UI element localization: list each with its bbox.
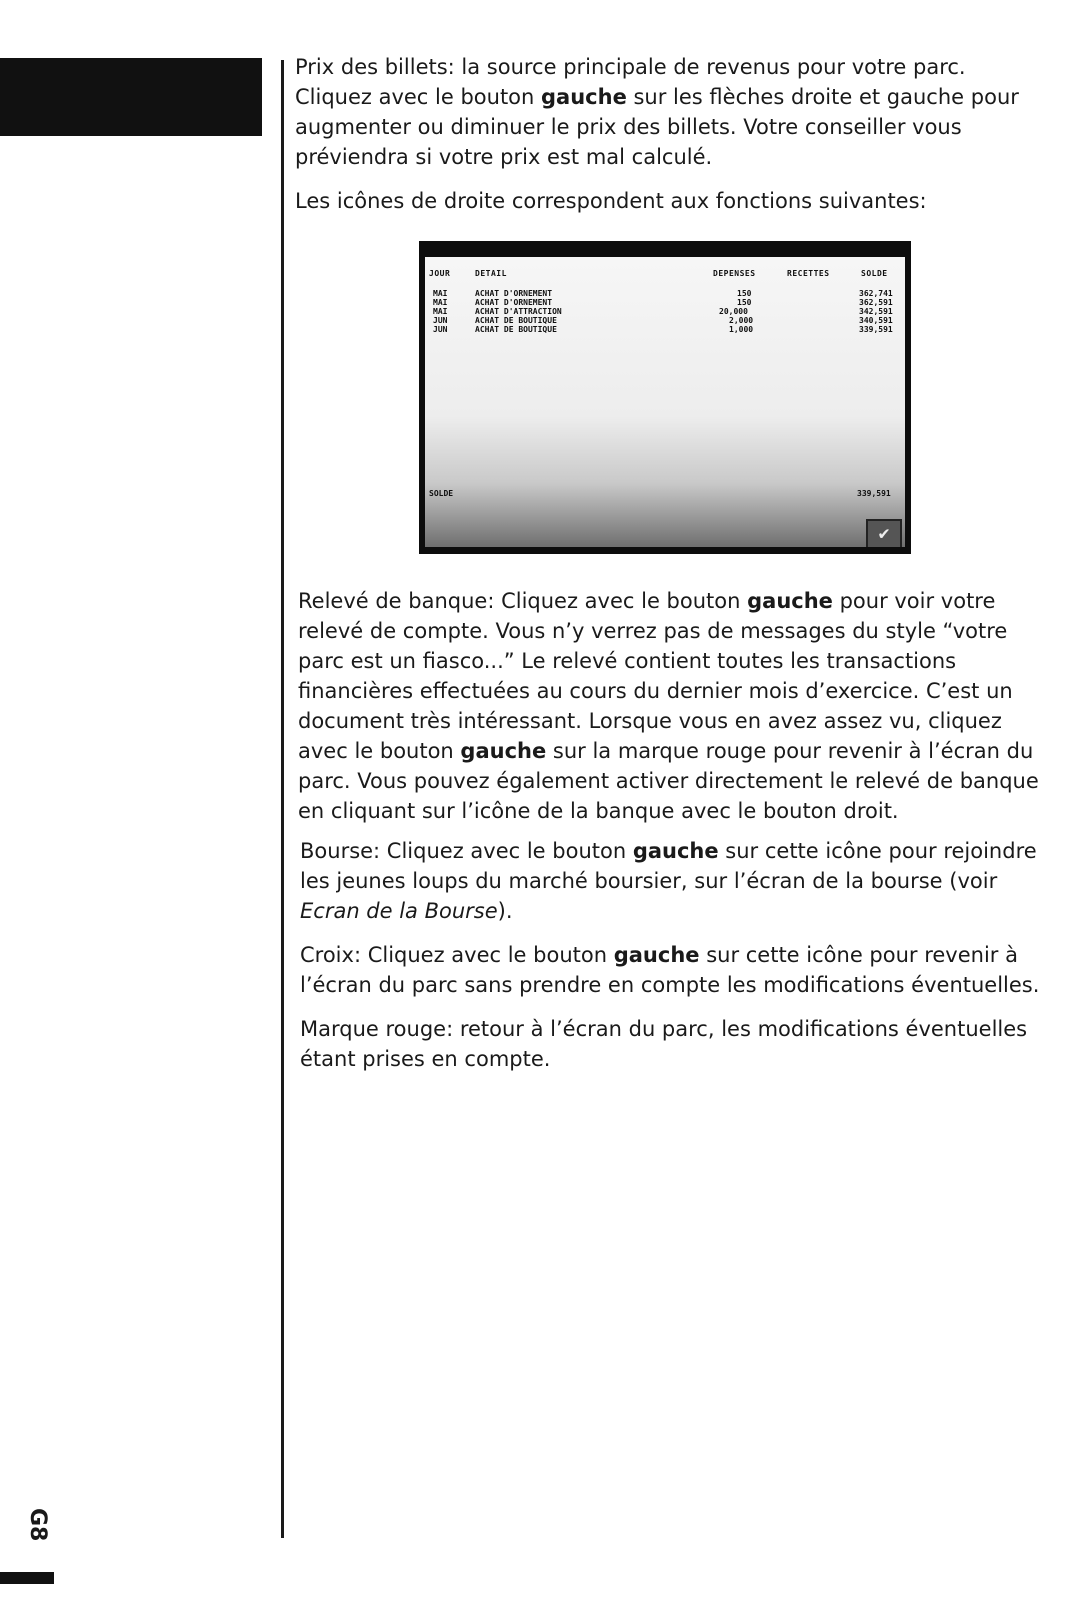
paragraph-croix	[300, 940, 1045, 1000]
text-run: pour voir votre relevé de compte. Vous n’y verrez pas de messages du style “votre parc est un fiasco...” Le relevé contient toutes les transactions financières effectuées au cours du dernier mois d’exercice. C’est un document très intéressant. Lorsque vous en avez assez vu, cliquez avec le bouton	[298, 589, 1013, 763]
col-header-solde: SOLDE	[861, 269, 888, 278]
row-detail: ACHAT DE BOUTIQUE	[475, 325, 557, 334]
table-row	[429, 316, 899, 325]
paragraph-prix-des-billets	[295, 52, 1040, 172]
row-detail: ACHAT DE BOUTIQUE	[475, 316, 557, 325]
checkmark-icon: ✔	[866, 519, 902, 547]
col-header-jour: JOUR	[429, 269, 451, 278]
col-header-recettes: RECETTES	[787, 269, 830, 278]
bold-term: gauche	[632, 839, 719, 863]
text-run: sur cette icône pour rejoindre les jeunes loups du marché boursier, sur l’écran de la bourse (voir	[300, 839, 1037, 893]
row-detail: ACHAT D'ORNEMENT	[475, 298, 553, 307]
text-run: Relevé de banque: Cliquez avec le bouton	[298, 589, 748, 613]
table-row	[429, 307, 899, 316]
row-detail: ACHAT D'ORNEMENT	[475, 289, 553, 298]
solde-value: 339,591	[857, 489, 891, 498]
vertical-rule	[281, 60, 284, 1538]
page-number: G8	[25, 1508, 50, 1542]
col-header-detail: DETAIL	[475, 269, 507, 278]
bold-term: gauche	[613, 943, 700, 967]
text-run: sur la marque rouge pour revenir à l’écran du parc. Vous pouvez également activer directement le relevé de banque en cliquant sur l’icône de la banque avec le bouton droit.	[298, 739, 1039, 823]
row-depenses: 1,000	[729, 325, 754, 334]
row-jour: MAI	[433, 298, 448, 307]
row-jour: MAI	[433, 307, 448, 316]
text-run: sur cette icône pour revenir à l’écran du parc sans prendre en compte les modifications éventuelles.	[300, 943, 1040, 997]
table-row	[429, 298, 899, 307]
text-run: Marque rouge: retour à l’écran du parc, les modifications éventuelles étant prises en compte.	[300, 1017, 1028, 1071]
italic-reference: Ecran de la Bourse	[300, 899, 498, 923]
game-screenshot	[419, 241, 911, 554]
paragraph-marque-rouge	[300, 1014, 1045, 1074]
bold-term: gauche	[460, 739, 547, 763]
row-depenses: 20,000	[719, 307, 748, 316]
text-run: Les icônes de droite correspondent aux fonctions suivantes:	[295, 189, 927, 213]
row-solde: 362,591	[859, 298, 893, 307]
row-solde: 362,741	[859, 289, 893, 298]
paragraph-bourse	[300, 836, 1045, 926]
solde-label: SOLDE	[429, 489, 454, 498]
paragraph-icones	[295, 186, 1040, 216]
row-solde: 340,591	[859, 316, 893, 325]
text-run: ).	[497, 899, 513, 923]
row-solde: 342,591	[859, 307, 893, 316]
row-jour: MAI	[433, 289, 448, 298]
bank-statement-screen	[425, 257, 905, 547]
row-jour: JUN	[433, 316, 448, 325]
row-detail: ACHAT D'ATTRACTION	[475, 307, 562, 316]
row-depenses: 150	[737, 289, 752, 298]
row-depenses: 150	[737, 298, 752, 307]
bold-term: gauche	[541, 85, 627, 109]
table-row	[429, 325, 899, 334]
header-black-block	[0, 58, 262, 136]
bold-term: gauche	[747, 589, 833, 613]
row-solde: 339,591	[859, 325, 893, 334]
row-jour: JUN	[433, 325, 448, 334]
text-run: Croix: Cliquez avec le bouton	[300, 943, 614, 967]
footer-black-bar	[0, 1572, 54, 1584]
row-depenses: 2,000	[729, 316, 754, 325]
paragraph-releve-de-banque	[298, 586, 1043, 826]
col-header-depenses: DEPENSES	[713, 269, 756, 278]
text-run: Prix des billets: la source principale de revenus pour votre parc. Cliquez avec le bouton	[295, 55, 966, 109]
text-run: sur les flèches droite et gauche pour augmenter ou diminuer le prix des billets. Votre conseiller vous préviendra si votre prix est mal calculé.	[295, 85, 1019, 169]
table-row	[429, 289, 899, 298]
text-run: Bourse: Cliquez avec le bouton	[300, 839, 633, 863]
